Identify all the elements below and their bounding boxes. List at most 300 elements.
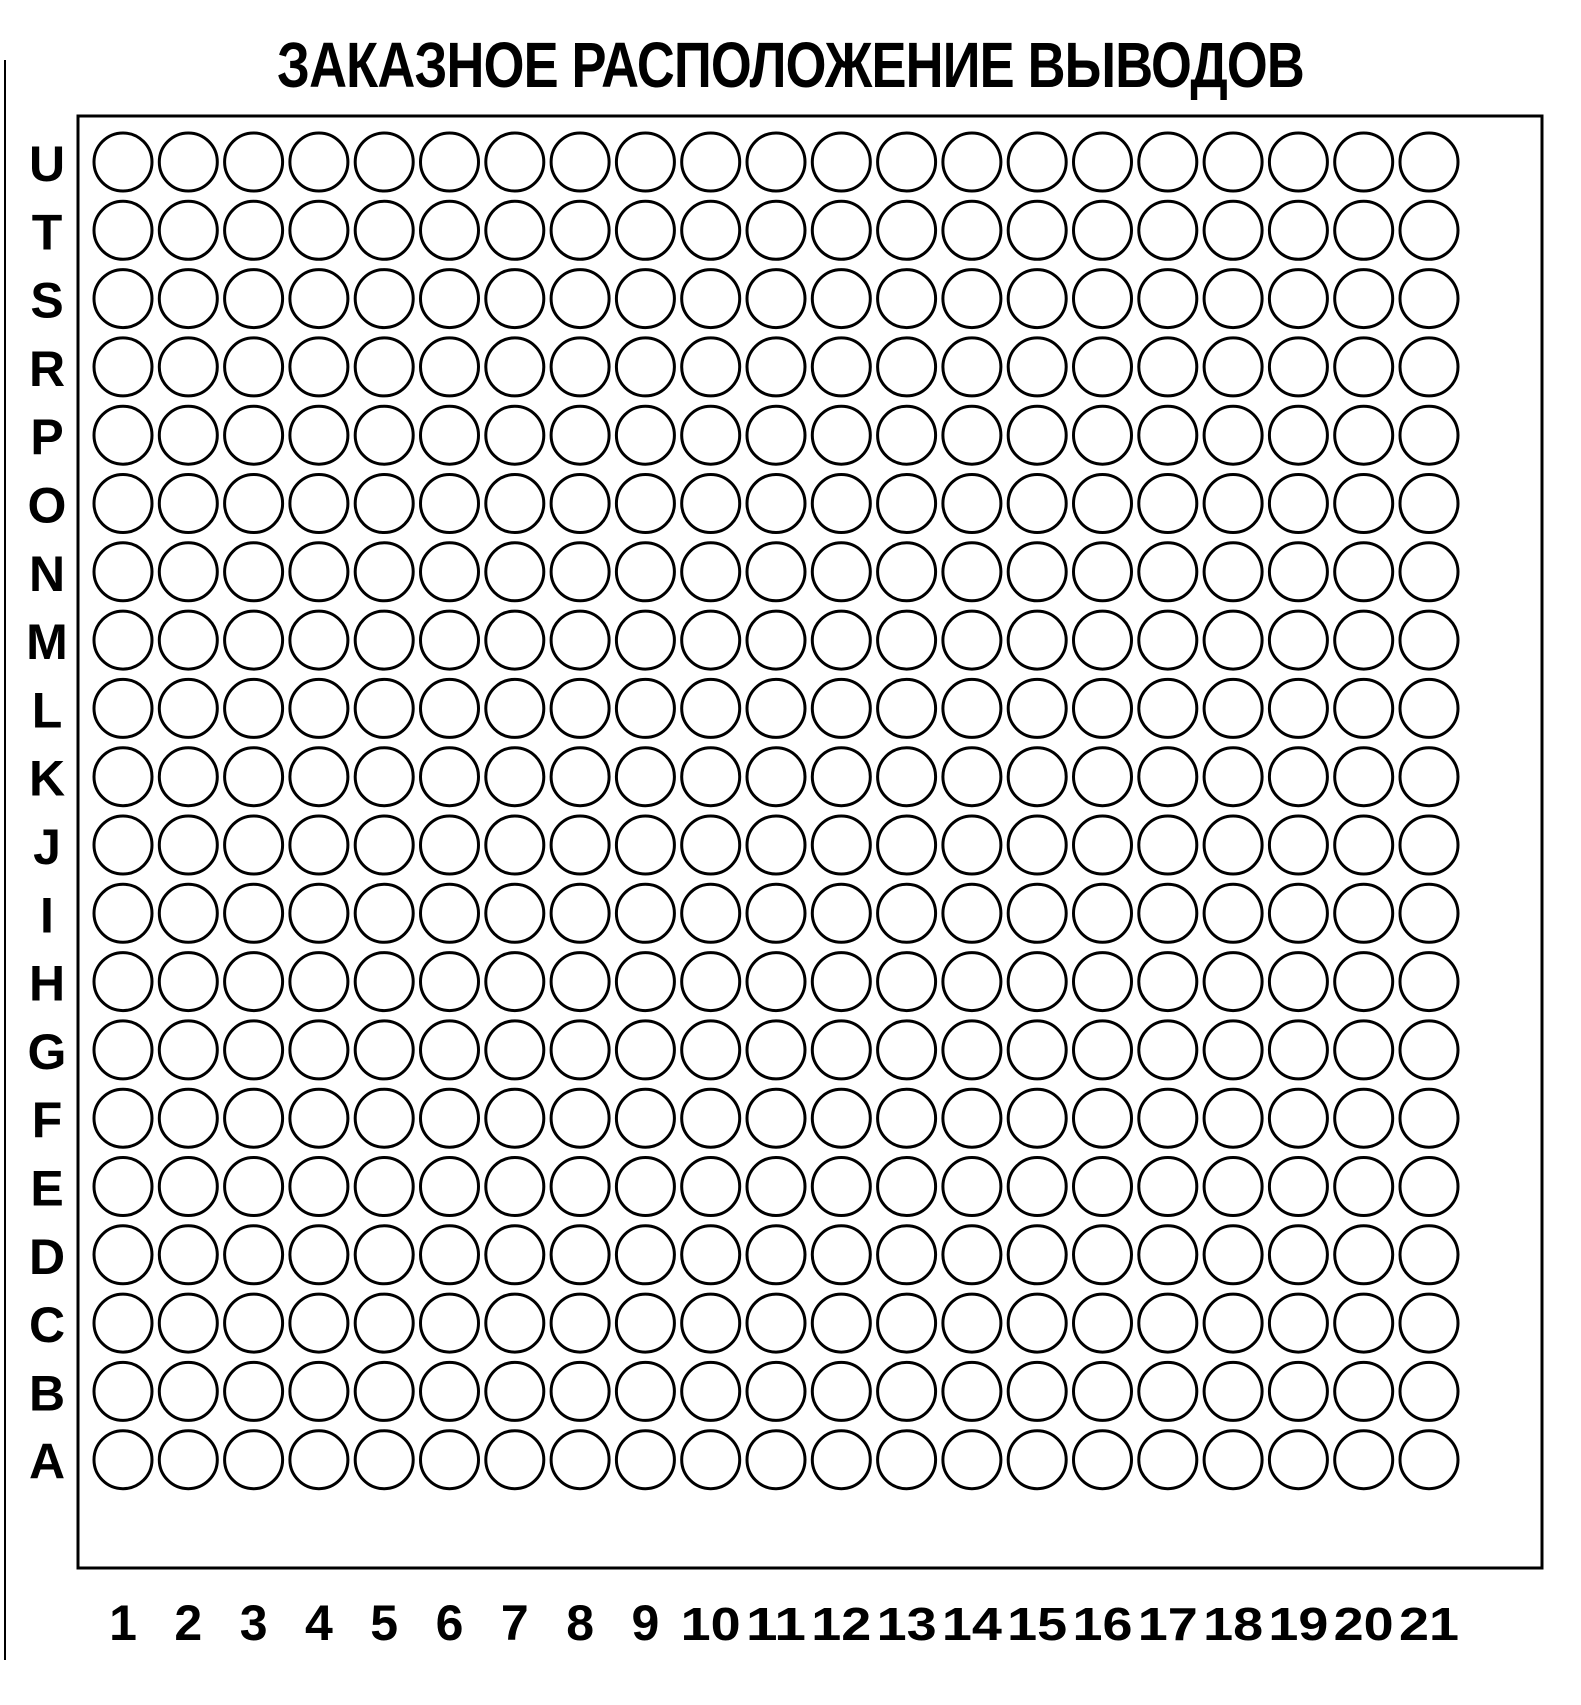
pin-i19[interactable] bbox=[1269, 884, 1327, 942]
pin-i13[interactable] bbox=[878, 884, 936, 942]
pin-u1[interactable] bbox=[94, 133, 152, 191]
pin-s3[interactable] bbox=[225, 270, 283, 328]
pin-e15[interactable] bbox=[1008, 1158, 1066, 1216]
pin-m10[interactable] bbox=[682, 611, 740, 669]
pin-k9[interactable] bbox=[616, 748, 674, 806]
pin-a8[interactable] bbox=[551, 1431, 609, 1489]
pin-n17[interactable] bbox=[1139, 543, 1197, 601]
pin-t21[interactable] bbox=[1400, 201, 1458, 259]
pin-j11[interactable] bbox=[747, 816, 805, 874]
pin-d15[interactable] bbox=[1008, 1226, 1066, 1284]
pin-n15[interactable] bbox=[1008, 543, 1066, 601]
pin-g2[interactable] bbox=[159, 1021, 217, 1079]
pin-s18[interactable] bbox=[1204, 270, 1262, 328]
pin-u5[interactable] bbox=[355, 133, 413, 191]
pin-h14[interactable] bbox=[943, 953, 1001, 1011]
pin-p5[interactable] bbox=[355, 406, 413, 464]
pin-d6[interactable] bbox=[421, 1226, 479, 1284]
pin-b16[interactable] bbox=[1074, 1362, 1132, 1420]
pin-i10[interactable] bbox=[682, 884, 740, 942]
pin-k4[interactable] bbox=[290, 748, 348, 806]
pin-h20[interactable] bbox=[1335, 953, 1393, 1011]
pin-u4[interactable] bbox=[290, 133, 348, 191]
pin-b8[interactable] bbox=[551, 1362, 609, 1420]
pin-t15[interactable] bbox=[1008, 201, 1066, 259]
pin-f3[interactable] bbox=[225, 1089, 283, 1147]
pin-a16[interactable] bbox=[1074, 1431, 1132, 1489]
pin-b12[interactable] bbox=[812, 1362, 870, 1420]
pin-p12[interactable] bbox=[812, 406, 870, 464]
pin-a2[interactable] bbox=[159, 1431, 217, 1489]
pin-a6[interactable] bbox=[421, 1431, 479, 1489]
pin-o13[interactable] bbox=[878, 475, 936, 533]
pin-i21[interactable] bbox=[1400, 884, 1458, 942]
pin-o8[interactable] bbox=[551, 475, 609, 533]
pin-m21[interactable] bbox=[1400, 611, 1458, 669]
pin-s15[interactable] bbox=[1008, 270, 1066, 328]
pin-i7[interactable] bbox=[486, 884, 544, 942]
pin-c21[interactable] bbox=[1400, 1294, 1458, 1352]
pin-p4[interactable] bbox=[290, 406, 348, 464]
pin-f5[interactable] bbox=[355, 1089, 413, 1147]
pin-f13[interactable] bbox=[878, 1089, 936, 1147]
pin-d16[interactable] bbox=[1074, 1226, 1132, 1284]
pin-a9[interactable] bbox=[616, 1431, 674, 1489]
pin-h12[interactable] bbox=[812, 953, 870, 1011]
pin-d21[interactable] bbox=[1400, 1226, 1458, 1284]
pin-h10[interactable] bbox=[682, 953, 740, 1011]
pin-o18[interactable] bbox=[1204, 475, 1262, 533]
pin-r1[interactable] bbox=[94, 338, 152, 396]
pin-k2[interactable] bbox=[159, 748, 217, 806]
pin-k19[interactable] bbox=[1269, 748, 1327, 806]
pin-i4[interactable] bbox=[290, 884, 348, 942]
pin-c18[interactable] bbox=[1204, 1294, 1262, 1352]
pin-r9[interactable] bbox=[616, 338, 674, 396]
pin-l18[interactable] bbox=[1204, 679, 1262, 737]
pin-s1[interactable] bbox=[94, 270, 152, 328]
pin-s21[interactable] bbox=[1400, 270, 1458, 328]
pin-f1[interactable] bbox=[94, 1089, 152, 1147]
pin-k13[interactable] bbox=[878, 748, 936, 806]
pin-o7[interactable] bbox=[486, 475, 544, 533]
pin-u3[interactable] bbox=[225, 133, 283, 191]
pin-g15[interactable] bbox=[1008, 1021, 1066, 1079]
pin-n2[interactable] bbox=[159, 543, 217, 601]
pin-k3[interactable] bbox=[225, 748, 283, 806]
pin-j19[interactable] bbox=[1269, 816, 1327, 874]
pin-c9[interactable] bbox=[616, 1294, 674, 1352]
pin-t3[interactable] bbox=[225, 201, 283, 259]
pin-a12[interactable] bbox=[812, 1431, 870, 1489]
pin-g9[interactable] bbox=[616, 1021, 674, 1079]
pin-h1[interactable] bbox=[94, 953, 152, 1011]
pin-n16[interactable] bbox=[1074, 543, 1132, 601]
pin-u9[interactable] bbox=[616, 133, 674, 191]
pin-n11[interactable] bbox=[747, 543, 805, 601]
pin-a21[interactable] bbox=[1400, 1431, 1458, 1489]
pin-r18[interactable] bbox=[1204, 338, 1262, 396]
pin-l5[interactable] bbox=[355, 679, 413, 737]
pin-j9[interactable] bbox=[616, 816, 674, 874]
pin-r20[interactable] bbox=[1335, 338, 1393, 396]
pin-l15[interactable] bbox=[1008, 679, 1066, 737]
pin-m12[interactable] bbox=[812, 611, 870, 669]
pin-i1[interactable] bbox=[94, 884, 152, 942]
pin-k14[interactable] bbox=[943, 748, 1001, 806]
pin-c5[interactable] bbox=[355, 1294, 413, 1352]
pin-g6[interactable] bbox=[421, 1021, 479, 1079]
pin-h21[interactable] bbox=[1400, 953, 1458, 1011]
pin-j2[interactable] bbox=[159, 816, 217, 874]
pin-u21[interactable] bbox=[1400, 133, 1458, 191]
pin-t14[interactable] bbox=[943, 201, 1001, 259]
pin-f4[interactable] bbox=[290, 1089, 348, 1147]
pin-p21[interactable] bbox=[1400, 406, 1458, 464]
pin-j10[interactable] bbox=[682, 816, 740, 874]
pin-l3[interactable] bbox=[225, 679, 283, 737]
pin-c12[interactable] bbox=[812, 1294, 870, 1352]
pin-k5[interactable] bbox=[355, 748, 413, 806]
pin-k20[interactable] bbox=[1335, 748, 1393, 806]
pin-i8[interactable] bbox=[551, 884, 609, 942]
pin-t20[interactable] bbox=[1335, 201, 1393, 259]
pin-f16[interactable] bbox=[1074, 1089, 1132, 1147]
pin-p8[interactable] bbox=[551, 406, 609, 464]
pin-o1[interactable] bbox=[94, 475, 152, 533]
pin-a19[interactable] bbox=[1269, 1431, 1327, 1489]
pin-r4[interactable] bbox=[290, 338, 348, 396]
pin-n7[interactable] bbox=[486, 543, 544, 601]
pin-f18[interactable] bbox=[1204, 1089, 1262, 1147]
pin-c13[interactable] bbox=[878, 1294, 936, 1352]
pin-k12[interactable] bbox=[812, 748, 870, 806]
pin-u12[interactable] bbox=[812, 133, 870, 191]
pin-u6[interactable] bbox=[421, 133, 479, 191]
pin-i3[interactable] bbox=[225, 884, 283, 942]
pin-j15[interactable] bbox=[1008, 816, 1066, 874]
pin-d5[interactable] bbox=[355, 1226, 413, 1284]
pin-b9[interactable] bbox=[616, 1362, 674, 1420]
pin-u15[interactable] bbox=[1008, 133, 1066, 191]
pin-g19[interactable] bbox=[1269, 1021, 1327, 1079]
pin-l14[interactable] bbox=[943, 679, 1001, 737]
pin-u13[interactable] bbox=[878, 133, 936, 191]
pin-e14[interactable] bbox=[943, 1158, 1001, 1216]
pin-g17[interactable] bbox=[1139, 1021, 1197, 1079]
pin-t18[interactable] bbox=[1204, 201, 1262, 259]
pin-t2[interactable] bbox=[159, 201, 217, 259]
pin-b21[interactable] bbox=[1400, 1362, 1458, 1420]
pin-g12[interactable] bbox=[812, 1021, 870, 1079]
pin-k15[interactable] bbox=[1008, 748, 1066, 806]
pin-g11[interactable] bbox=[747, 1021, 805, 1079]
pin-a3[interactable] bbox=[225, 1431, 283, 1489]
pin-k1[interactable] bbox=[94, 748, 152, 806]
pin-d4[interactable] bbox=[290, 1226, 348, 1284]
pin-c15[interactable] bbox=[1008, 1294, 1066, 1352]
pin-e4[interactable] bbox=[290, 1158, 348, 1216]
pin-g13[interactable] bbox=[878, 1021, 936, 1079]
pin-l1[interactable] bbox=[94, 679, 152, 737]
pin-o21[interactable] bbox=[1400, 475, 1458, 533]
pin-s5[interactable] bbox=[355, 270, 413, 328]
pin-e21[interactable] bbox=[1400, 1158, 1458, 1216]
pin-c7[interactable] bbox=[486, 1294, 544, 1352]
pin-f10[interactable] bbox=[682, 1089, 740, 1147]
pin-j18[interactable] bbox=[1204, 816, 1262, 874]
pin-e13[interactable] bbox=[878, 1158, 936, 1216]
pin-s12[interactable] bbox=[812, 270, 870, 328]
pin-h7[interactable] bbox=[486, 953, 544, 1011]
pin-r11[interactable] bbox=[747, 338, 805, 396]
pin-m4[interactable] bbox=[290, 611, 348, 669]
pin-p17[interactable] bbox=[1139, 406, 1197, 464]
pin-j21[interactable] bbox=[1400, 816, 1458, 874]
pin-r7[interactable] bbox=[486, 338, 544, 396]
pin-g10[interactable] bbox=[682, 1021, 740, 1079]
pin-t12[interactable] bbox=[812, 201, 870, 259]
pin-j20[interactable] bbox=[1335, 816, 1393, 874]
pin-b14[interactable] bbox=[943, 1362, 1001, 1420]
pin-h17[interactable] bbox=[1139, 953, 1197, 1011]
pin-b1[interactable] bbox=[94, 1362, 152, 1420]
pin-f17[interactable] bbox=[1139, 1089, 1197, 1147]
pin-s16[interactable] bbox=[1074, 270, 1132, 328]
pin-h16[interactable] bbox=[1074, 953, 1132, 1011]
pin-f11[interactable] bbox=[747, 1089, 805, 1147]
pin-c3[interactable] bbox=[225, 1294, 283, 1352]
pin-i12[interactable] bbox=[812, 884, 870, 942]
pin-n12[interactable] bbox=[812, 543, 870, 601]
pin-m7[interactable] bbox=[486, 611, 544, 669]
pin-r12[interactable] bbox=[812, 338, 870, 396]
pin-e18[interactable] bbox=[1204, 1158, 1262, 1216]
pin-c1[interactable] bbox=[94, 1294, 152, 1352]
pin-a14[interactable] bbox=[943, 1431, 1001, 1489]
pin-h4[interactable] bbox=[290, 953, 348, 1011]
pin-e8[interactable] bbox=[551, 1158, 609, 1216]
pin-d2[interactable] bbox=[159, 1226, 217, 1284]
pin-o10[interactable] bbox=[682, 475, 740, 533]
pin-m9[interactable] bbox=[616, 611, 674, 669]
pin-s10[interactable] bbox=[682, 270, 740, 328]
pin-u17[interactable] bbox=[1139, 133, 1197, 191]
pin-h11[interactable] bbox=[747, 953, 805, 1011]
pin-p6[interactable] bbox=[421, 406, 479, 464]
pin-s17[interactable] bbox=[1139, 270, 1197, 328]
pin-k16[interactable] bbox=[1074, 748, 1132, 806]
pin-m18[interactable] bbox=[1204, 611, 1262, 669]
pin-e3[interactable] bbox=[225, 1158, 283, 1216]
pin-g18[interactable] bbox=[1204, 1021, 1262, 1079]
pin-t19[interactable] bbox=[1269, 201, 1327, 259]
pin-m6[interactable] bbox=[421, 611, 479, 669]
pin-j1[interactable] bbox=[94, 816, 152, 874]
pin-p3[interactable] bbox=[225, 406, 283, 464]
pin-j3[interactable] bbox=[225, 816, 283, 874]
pin-g20[interactable] bbox=[1335, 1021, 1393, 1079]
pin-i20[interactable] bbox=[1335, 884, 1393, 942]
pin-m1[interactable] bbox=[94, 611, 152, 669]
pin-u16[interactable] bbox=[1074, 133, 1132, 191]
pin-j4[interactable] bbox=[290, 816, 348, 874]
pin-n21[interactable] bbox=[1400, 543, 1458, 601]
pin-h15[interactable] bbox=[1008, 953, 1066, 1011]
pin-b2[interactable] bbox=[159, 1362, 217, 1420]
pin-l16[interactable] bbox=[1074, 679, 1132, 737]
pin-g8[interactable] bbox=[551, 1021, 609, 1079]
pin-i17[interactable] bbox=[1139, 884, 1197, 942]
pin-b6[interactable] bbox=[421, 1362, 479, 1420]
pin-d3[interactable] bbox=[225, 1226, 283, 1284]
pin-p18[interactable] bbox=[1204, 406, 1262, 464]
pin-c4[interactable] bbox=[290, 1294, 348, 1352]
pin-f19[interactable] bbox=[1269, 1089, 1327, 1147]
pin-p15[interactable] bbox=[1008, 406, 1066, 464]
pin-o17[interactable] bbox=[1139, 475, 1197, 533]
pin-f9[interactable] bbox=[616, 1089, 674, 1147]
pin-f8[interactable] bbox=[551, 1089, 609, 1147]
pin-a13[interactable] bbox=[878, 1431, 936, 1489]
pin-k21[interactable] bbox=[1400, 748, 1458, 806]
pin-s8[interactable] bbox=[551, 270, 609, 328]
pin-t1[interactable] bbox=[94, 201, 152, 259]
pin-m2[interactable] bbox=[159, 611, 217, 669]
pin-n18[interactable] bbox=[1204, 543, 1262, 601]
pin-p13[interactable] bbox=[878, 406, 936, 464]
pin-f20[interactable] bbox=[1335, 1089, 1393, 1147]
pin-p2[interactable] bbox=[159, 406, 217, 464]
pin-i16[interactable] bbox=[1074, 884, 1132, 942]
pin-d9[interactable] bbox=[616, 1226, 674, 1284]
pin-l11[interactable] bbox=[747, 679, 805, 737]
pin-b4[interactable] bbox=[290, 1362, 348, 1420]
pin-c2[interactable] bbox=[159, 1294, 217, 1352]
pin-j6[interactable] bbox=[421, 816, 479, 874]
pin-p1[interactable] bbox=[94, 406, 152, 464]
pin-e9[interactable] bbox=[616, 1158, 674, 1216]
pin-f15[interactable] bbox=[1008, 1089, 1066, 1147]
pin-r15[interactable] bbox=[1008, 338, 1066, 396]
pin-i14[interactable] bbox=[943, 884, 1001, 942]
pin-h5[interactable] bbox=[355, 953, 413, 1011]
pin-l6[interactable] bbox=[421, 679, 479, 737]
pin-u18[interactable] bbox=[1204, 133, 1262, 191]
pin-b7[interactable] bbox=[486, 1362, 544, 1420]
pin-j7[interactable] bbox=[486, 816, 544, 874]
pin-b3[interactable] bbox=[225, 1362, 283, 1420]
pin-j12[interactable] bbox=[812, 816, 870, 874]
pin-c8[interactable] bbox=[551, 1294, 609, 1352]
pin-d11[interactable] bbox=[747, 1226, 805, 1284]
pin-m15[interactable] bbox=[1008, 611, 1066, 669]
pin-m13[interactable] bbox=[878, 611, 936, 669]
pin-h19[interactable] bbox=[1269, 953, 1327, 1011]
pin-k17[interactable] bbox=[1139, 748, 1197, 806]
pin-c11[interactable] bbox=[747, 1294, 805, 1352]
pin-s11[interactable] bbox=[747, 270, 805, 328]
pin-e1[interactable] bbox=[94, 1158, 152, 1216]
pin-g7[interactable] bbox=[486, 1021, 544, 1079]
pin-o16[interactable] bbox=[1074, 475, 1132, 533]
pin-p19[interactable] bbox=[1269, 406, 1327, 464]
pin-a5[interactable] bbox=[355, 1431, 413, 1489]
pin-t16[interactable] bbox=[1074, 201, 1132, 259]
pin-t9[interactable] bbox=[616, 201, 674, 259]
pin-d17[interactable] bbox=[1139, 1226, 1197, 1284]
pin-d19[interactable] bbox=[1269, 1226, 1327, 1284]
pin-b5[interactable] bbox=[355, 1362, 413, 1420]
pin-a17[interactable] bbox=[1139, 1431, 1197, 1489]
pin-m20[interactable] bbox=[1335, 611, 1393, 669]
pin-k6[interactable] bbox=[421, 748, 479, 806]
pin-j8[interactable] bbox=[551, 816, 609, 874]
pin-s9[interactable] bbox=[616, 270, 674, 328]
pin-j16[interactable] bbox=[1074, 816, 1132, 874]
pin-m3[interactable] bbox=[225, 611, 283, 669]
pin-s19[interactable] bbox=[1269, 270, 1327, 328]
pin-l20[interactable] bbox=[1335, 679, 1393, 737]
pin-r13[interactable] bbox=[878, 338, 936, 396]
pin-d12[interactable] bbox=[812, 1226, 870, 1284]
pin-n10[interactable] bbox=[682, 543, 740, 601]
pin-e20[interactable] bbox=[1335, 1158, 1393, 1216]
pin-l8[interactable] bbox=[551, 679, 609, 737]
pin-f14[interactable] bbox=[943, 1089, 1001, 1147]
pin-u7[interactable] bbox=[486, 133, 544, 191]
pin-e16[interactable] bbox=[1074, 1158, 1132, 1216]
pin-u8[interactable] bbox=[551, 133, 609, 191]
pin-l4[interactable] bbox=[290, 679, 348, 737]
pin-c14[interactable] bbox=[943, 1294, 1001, 1352]
pin-j14[interactable] bbox=[943, 816, 1001, 874]
pin-c16[interactable] bbox=[1074, 1294, 1132, 1352]
pin-l7[interactable] bbox=[486, 679, 544, 737]
pin-n14[interactable] bbox=[943, 543, 1001, 601]
pin-n6[interactable] bbox=[421, 543, 479, 601]
pin-g3[interactable] bbox=[225, 1021, 283, 1079]
pin-i9[interactable] bbox=[616, 884, 674, 942]
pin-s2[interactable] bbox=[159, 270, 217, 328]
pin-t8[interactable] bbox=[551, 201, 609, 259]
pin-h9[interactable] bbox=[616, 953, 674, 1011]
pin-l12[interactable] bbox=[812, 679, 870, 737]
pin-d14[interactable] bbox=[943, 1226, 1001, 1284]
pin-n3[interactable] bbox=[225, 543, 283, 601]
pin-a10[interactable] bbox=[682, 1431, 740, 1489]
pin-r3[interactable] bbox=[225, 338, 283, 396]
pin-n4[interactable] bbox=[290, 543, 348, 601]
pin-o3[interactable] bbox=[225, 475, 283, 533]
pin-r21[interactable] bbox=[1400, 338, 1458, 396]
pin-r14[interactable] bbox=[943, 338, 1001, 396]
pin-h3[interactable] bbox=[225, 953, 283, 1011]
pin-o19[interactable] bbox=[1269, 475, 1327, 533]
pin-m14[interactable] bbox=[943, 611, 1001, 669]
pin-m8[interactable] bbox=[551, 611, 609, 669]
pin-o2[interactable] bbox=[159, 475, 217, 533]
pin-s13[interactable] bbox=[878, 270, 936, 328]
pin-u14[interactable] bbox=[943, 133, 1001, 191]
pin-g5[interactable] bbox=[355, 1021, 413, 1079]
pin-t13[interactable] bbox=[878, 201, 936, 259]
pin-i2[interactable] bbox=[159, 884, 217, 942]
pin-u11[interactable] bbox=[747, 133, 805, 191]
pin-k8[interactable] bbox=[551, 748, 609, 806]
pin-m17[interactable] bbox=[1139, 611, 1197, 669]
pin-r16[interactable] bbox=[1074, 338, 1132, 396]
